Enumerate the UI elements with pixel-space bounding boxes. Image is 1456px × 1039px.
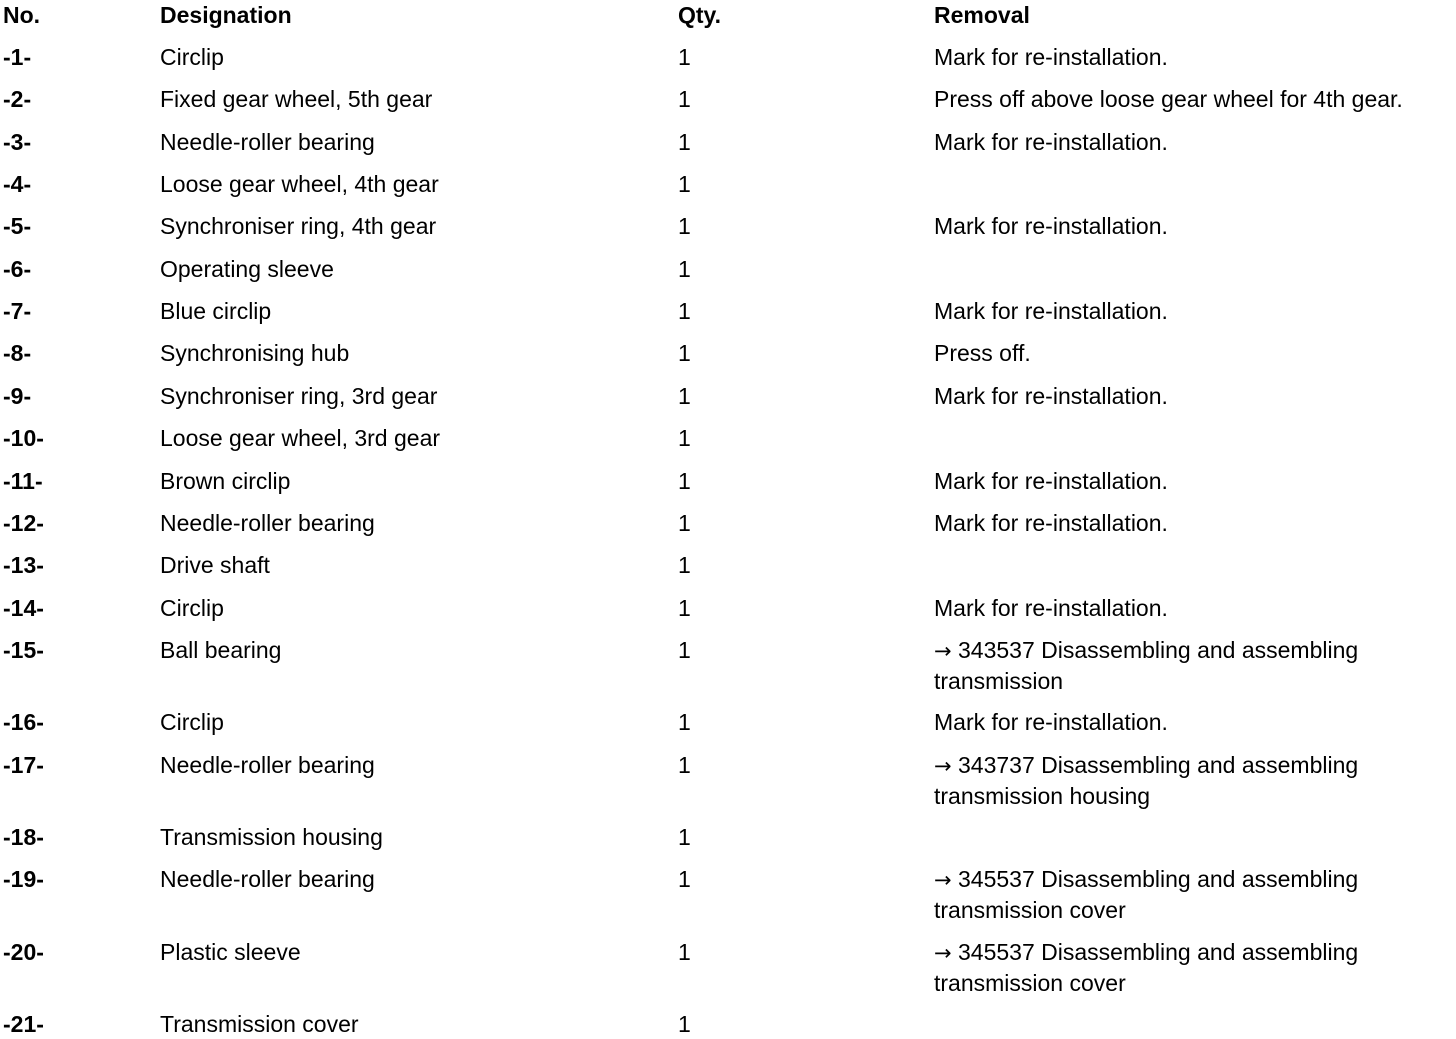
row-quantity: 1	[678, 637, 691, 663]
row-quantity: 1	[678, 1011, 691, 1037]
removal-line	[934, 381, 1456, 411]
row-number: -9-	[3, 383, 32, 409]
removal-line	[934, 42, 1456, 72]
row-designation: Needle-roller bearing	[160, 510, 375, 536]
row-designation: Needle-roller bearing	[160, 866, 375, 892]
row-number: -10-	[3, 425, 44, 451]
row-quantity: 1	[678, 44, 691, 70]
row-designation: Blue circlip	[160, 298, 272, 324]
removal-text: Mark for re-installation.	[934, 510, 1168, 536]
row-quantity: 1	[678, 129, 691, 155]
removal-text: 345537 Disassembling and assembling	[958, 866, 1359, 892]
row-removal	[934, 750, 1456, 811]
removal-text: Mark for re-installation.	[934, 129, 1168, 155]
removal-text: transmission	[934, 668, 1064, 694]
row-removal	[934, 296, 1456, 326]
row-removal	[934, 84, 1456, 114]
removal-line	[934, 937, 1456, 968]
removal-text: Mark for re-installation.	[934, 213, 1168, 239]
row-quantity: 1	[678, 425, 691, 451]
row-designation: Ball bearing	[160, 637, 282, 663]
arrow-right-icon: →	[934, 754, 952, 778]
row-number: -12-	[3, 510, 44, 536]
row-designation: Operating sleeve	[160, 256, 334, 282]
row-number: -17-	[3, 752, 44, 778]
removal-line-continued	[934, 968, 1456, 998]
row-designation: Drive shaft	[160, 552, 270, 578]
removal-text: Press off above loose gear wheel for 4th gear.	[934, 86, 1403, 112]
header-removal: Removal	[934, 2, 1030, 28]
row-removal	[934, 593, 1456, 623]
arrow-right-icon: →	[934, 868, 952, 892]
header-no: No.	[3, 2, 41, 28]
row-quantity: 1	[678, 709, 691, 735]
row-designation: Synchroniser ring, 3rd gear	[160, 383, 438, 409]
row-quantity: 1	[678, 752, 691, 778]
row-quantity: 1	[678, 824, 691, 850]
row-quantity: 1	[678, 213, 691, 239]
row-number: -16-	[3, 709, 44, 735]
row-number: -18-	[3, 824, 44, 850]
header-designation: Designation	[160, 2, 292, 28]
header-qty: Qty.	[678, 2, 722, 28]
row-number: -4-	[3, 171, 32, 197]
row-number: -2-	[3, 86, 32, 112]
row-quantity: 1	[678, 256, 691, 282]
row-designation: Transmission cover	[160, 1011, 359, 1037]
removal-line	[934, 338, 1456, 368]
row-designation: Loose gear wheel, 4th gear	[160, 171, 439, 197]
row-quantity: 1	[678, 468, 691, 494]
row-quantity: 1	[678, 298, 691, 324]
row-removal	[934, 466, 1456, 496]
row-quantity: 1	[678, 171, 691, 197]
row-quantity: 1	[678, 340, 691, 366]
row-quantity: 1	[678, 552, 691, 578]
removal-text: Mark for re-installation.	[934, 383, 1168, 409]
row-number: -3-	[3, 129, 32, 155]
row-removal	[934, 937, 1456, 998]
removal-text: transmission housing	[934, 783, 1151, 809]
removal-text: Mark for re-installation.	[934, 468, 1168, 494]
row-number: -11-	[3, 468, 43, 494]
removal-text: 343737 Disassembling and assembling	[958, 752, 1359, 778]
row-designation: Brown circlip	[160, 468, 291, 494]
row-removal	[934, 707, 1456, 737]
row-removal	[934, 42, 1456, 72]
removal-line	[934, 635, 1456, 666]
removal-line	[934, 127, 1456, 157]
arrow-right-icon: →	[934, 941, 952, 965]
row-quantity: 1	[678, 595, 691, 621]
arrow-right-icon: →	[934, 639, 952, 663]
row-designation: Loose gear wheel, 3rd gear	[160, 425, 441, 451]
row-designation: Synchronising hub	[160, 340, 350, 366]
removal-line-continued	[934, 666, 1456, 696]
row-number: -14-	[3, 595, 44, 621]
row-number: -6-	[3, 256, 32, 282]
row-quantity: 1	[678, 866, 691, 892]
table-header	[0, 0, 1456, 30]
removal-line	[934, 707, 1456, 737]
row-number: -13-	[3, 552, 44, 578]
removal-text: transmission cover	[934, 970, 1126, 996]
removal-text: Mark for re-installation.	[934, 44, 1168, 70]
row-designation: Circlip	[160, 595, 224, 621]
removal-line	[934, 466, 1456, 496]
row-designation: Synchroniser ring, 4th gear	[160, 213, 437, 239]
removal-line	[934, 508, 1456, 538]
removal-text: transmission cover	[934, 897, 1126, 923]
removal-line	[934, 864, 1456, 895]
row-designation: Needle-roller bearing	[160, 752, 375, 778]
removal-text: Mark for re-installation.	[934, 709, 1168, 735]
row-number: -20-	[3, 939, 44, 965]
removal-line	[934, 84, 1456, 114]
removal-line	[934, 593, 1456, 623]
row-removal	[934, 864, 1456, 925]
removal-line	[934, 296, 1456, 326]
row-designation: Fixed gear wheel, 5th gear	[160, 86, 433, 112]
row-quantity: 1	[678, 86, 691, 112]
removal-text: Press off.	[934, 340, 1031, 366]
row-quantity: 1	[678, 939, 691, 965]
removal-line	[934, 750, 1456, 781]
row-quantity: 1	[678, 510, 691, 536]
row-removal	[934, 508, 1456, 538]
row-number: -1-	[3, 44, 32, 70]
removal-text: 345537 Disassembling and assembling	[958, 939, 1359, 965]
removal-line-continued	[934, 781, 1456, 811]
removal-line	[934, 211, 1456, 241]
removal-text: Mark for re-installation.	[934, 298, 1168, 324]
row-number: -15-	[3, 637, 44, 663]
row-designation: Circlip	[160, 44, 224, 70]
row-number: -7-	[3, 298, 32, 324]
row-removal	[934, 381, 1456, 411]
row-removal	[934, 127, 1456, 157]
removal-text: Mark for re-installation.	[934, 595, 1168, 621]
row-removal	[934, 338, 1456, 368]
row-number: -21-	[3, 1011, 44, 1037]
row-number: -5-	[3, 213, 32, 239]
row-number: -19-	[3, 866, 44, 892]
row-designation: Transmission housing	[160, 824, 383, 850]
row-designation: Needle-roller bearing	[160, 129, 375, 155]
row-quantity: 1	[678, 383, 691, 409]
row-removal	[934, 635, 1456, 696]
removal-text: 343537 Disassembling and assembling	[958, 637, 1359, 663]
row-number: -8-	[3, 340, 32, 366]
row-designation: Plastic sleeve	[160, 939, 301, 965]
row-designation: Circlip	[160, 709, 224, 735]
removal-line-continued	[934, 895, 1456, 925]
row-removal	[934, 211, 1456, 241]
